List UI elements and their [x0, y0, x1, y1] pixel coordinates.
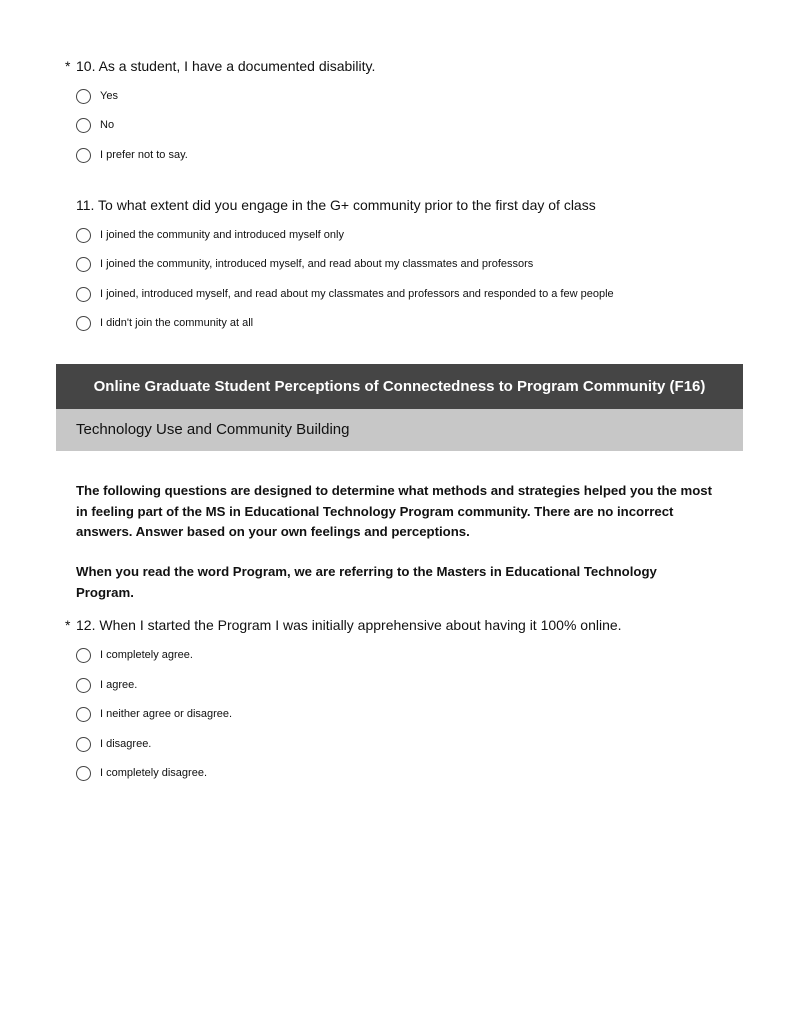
- option-label: I didn't join the community at all: [100, 317, 254, 329]
- q11-option-1[interactable]: [76, 226, 344, 244]
- radio-button[interactable]: [76, 707, 91, 722]
- radio-button[interactable]: [76, 148, 91, 163]
- option-label: No: [100, 119, 115, 131]
- option-label: I disagree.: [100, 738, 152, 750]
- q12-option-agree[interactable]: [76, 676, 137, 694]
- radio-button[interactable]: [76, 737, 91, 752]
- option-label: I joined, introduced myself, and read about my classmates and professors and responded to a few people: [100, 288, 614, 300]
- option-label: I agree.: [100, 679, 138, 691]
- radio-button[interactable]: [76, 228, 91, 243]
- radio-button[interactable]: [76, 89, 91, 104]
- section-description-1: The following questions are designed to determine what methods and strategies helped you the most in feeling part of the MS in Educational Technology Program community. There are no incorrect answers. Answer based on your own feelings and perceptions.: [76, 483, 713, 539]
- question-11-title: 11. To what extent did you engage in the G+ community prior to the first day of class: [76, 197, 596, 213]
- option-label: Yes: [100, 90, 118, 102]
- radio-button[interactable]: [76, 678, 91, 693]
- radio-button[interactable]: [76, 287, 91, 302]
- q10-option-yes[interactable]: [76, 87, 118, 105]
- q12-option-completely-agree[interactable]: [76, 646, 193, 664]
- option-label: I completely disagree.: [100, 767, 207, 779]
- option-label: I joined the community, introduced myself, and read about my classmates and professors: [100, 258, 534, 270]
- radio-button[interactable]: [76, 316, 91, 331]
- question-10-title: 10. As a student, I have a documented disability.: [76, 58, 376, 74]
- required-mark: *: [65, 617, 71, 633]
- required-mark: *: [65, 58, 71, 74]
- radio-button[interactable]: [76, 257, 91, 272]
- option-label: I joined the community and introduced myself only: [100, 229, 344, 241]
- radio-button[interactable]: [76, 118, 91, 133]
- radio-button[interactable]: [76, 648, 91, 663]
- q11-option-2[interactable]: [76, 255, 533, 273]
- q11-option-4[interactable]: [76, 314, 253, 332]
- section-header: [56, 364, 743, 409]
- q10-option-prefer-not[interactable]: [76, 146, 188, 164]
- option-label: I prefer not to say.: [100, 149, 188, 161]
- radio-button[interactable]: [76, 766, 91, 781]
- section-description-2: When you read the word Program, we are referring to the Masters in Educational Technology Program.: [76, 564, 657, 600]
- q12-option-disagree[interactable]: [76, 735, 151, 753]
- section-subheader: [56, 409, 743, 451]
- section-title: Online Graduate Student Perceptions of Connectedness to Program Community (F16): [93, 377, 706, 395]
- q12-option-neither[interactable]: [76, 705, 232, 723]
- section-subtitle: Technology Use and Community Building: [76, 421, 350, 438]
- q12-option-completely-disagree[interactable]: [76, 764, 207, 782]
- option-label: I neither agree or disagree.: [100, 708, 233, 720]
- question-12-title: 12. When I started the Program I was initially apprehensive about having it 100% online.: [76, 617, 622, 633]
- option-label: I completely agree.: [100, 649, 193, 661]
- q10-option-no[interactable]: [76, 116, 114, 134]
- q11-option-3[interactable]: [76, 285, 614, 303]
